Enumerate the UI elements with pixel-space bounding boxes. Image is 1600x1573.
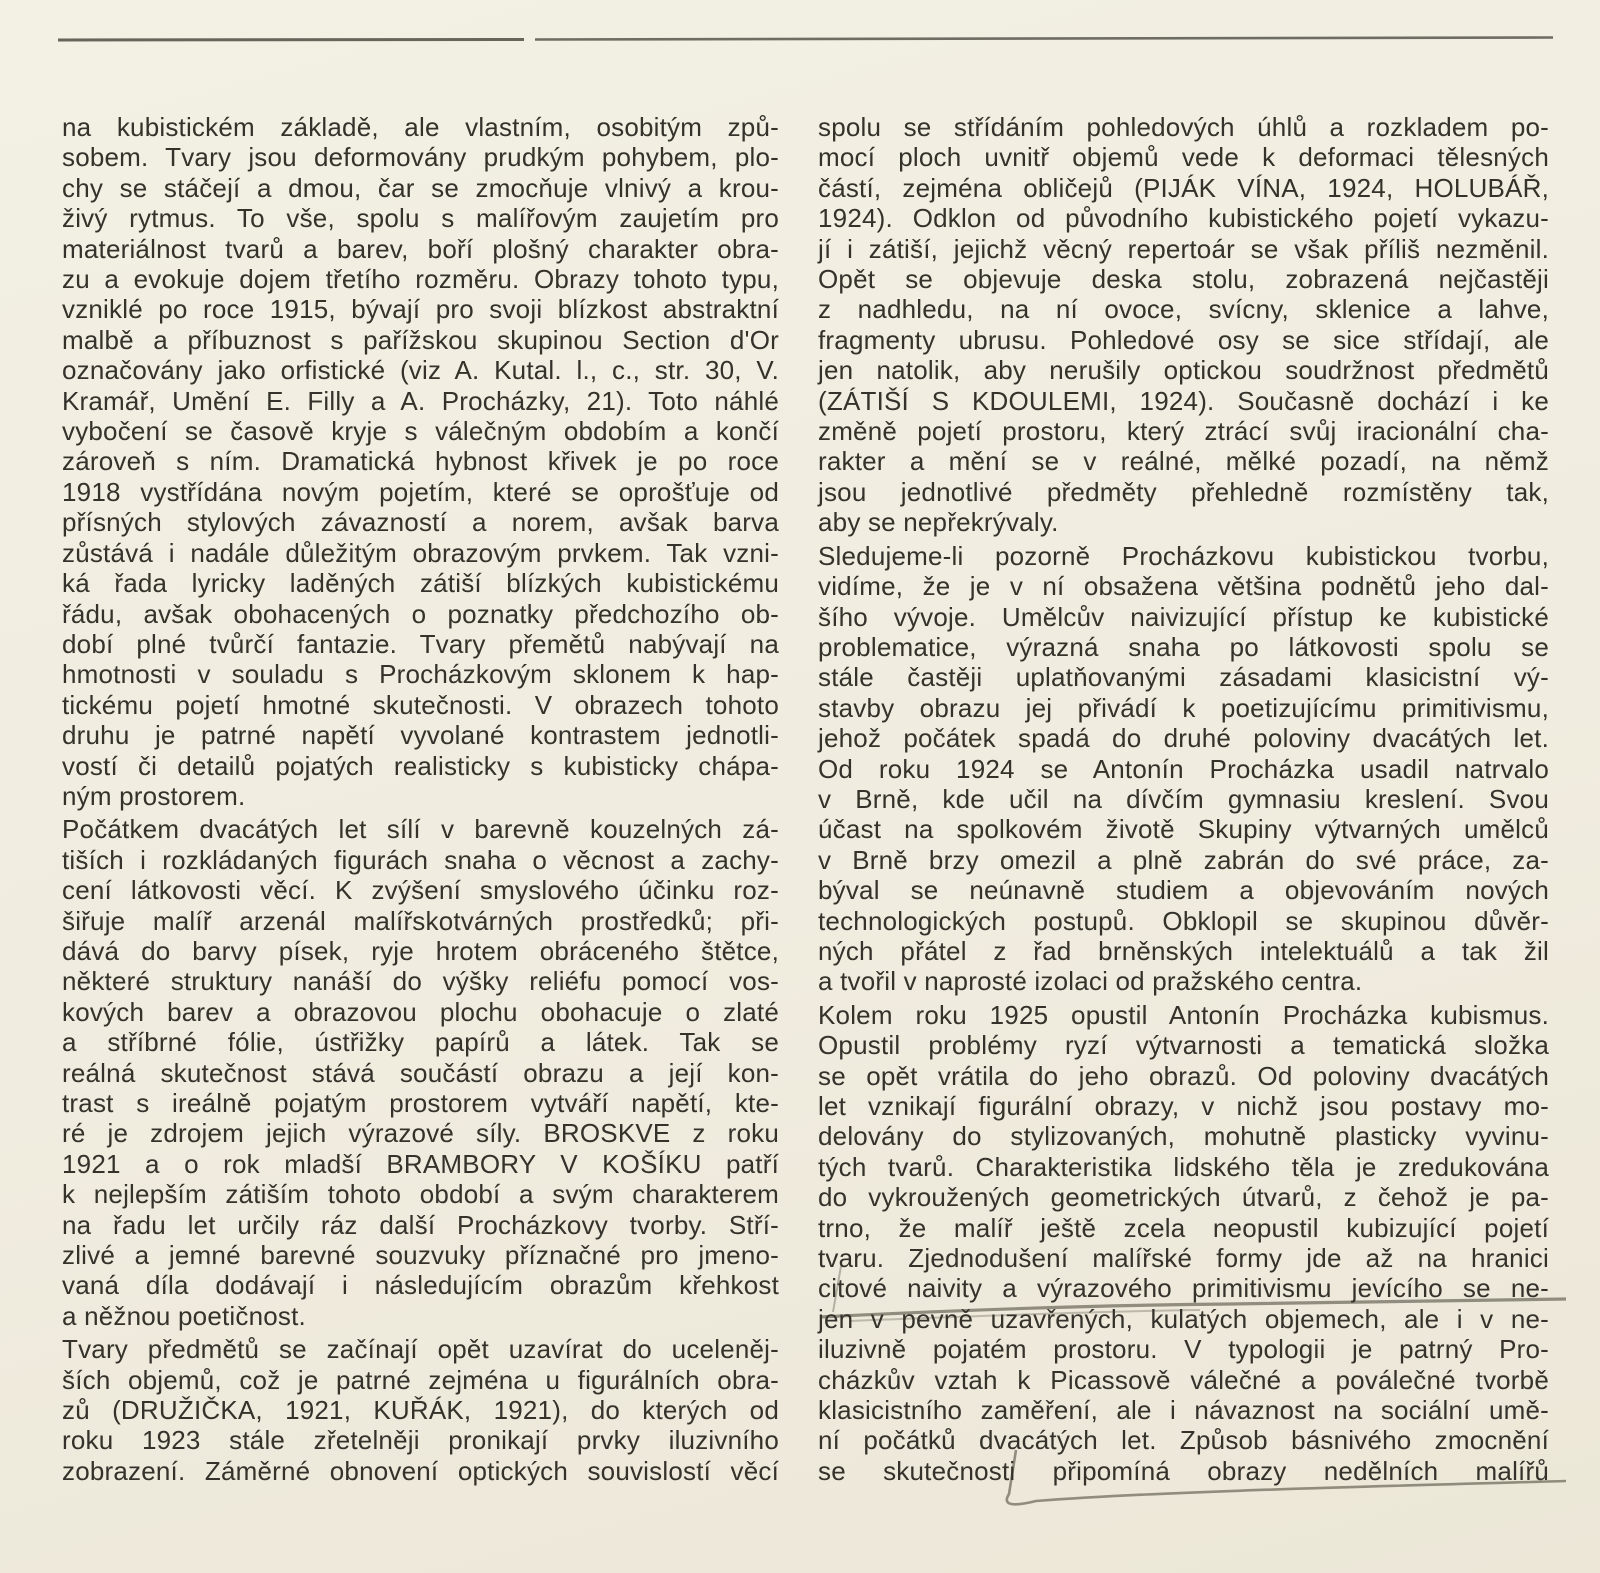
text-line: tickému pojetí hmotné skutečnosti. V obrazech tohoto xyxy=(62,689,779,720)
text-line: stavby obrazu jej přivádí k poetizujícímu primitivismu, xyxy=(818,692,1549,723)
paragraph xyxy=(62,814,779,1331)
text-line: 1924). Odklon od původního kubistického pojetí vykazu- xyxy=(818,203,1549,234)
text-line: druhu je patrné napětí vyvolané kontrastem jednotli- xyxy=(62,720,779,751)
text-line: ré je zdrojem jejich výrazové síly. BROSKVE z roku xyxy=(62,1118,779,1149)
text-line: iluzivně pojatém prostoru. V typologii je patrný Pro- xyxy=(818,1334,1549,1365)
text-line: sobem. Tvary jsou deformovány prudkým pohybem, plo- xyxy=(62,142,779,173)
text-line: přísných stylových závazností a norem, avšak barva xyxy=(62,507,779,538)
text-line: jehož počátek spadá do druhé poloviny dvacátých let. xyxy=(818,723,1549,754)
text-line: se opět vrátila do jeho obrazů. Od poloviny dvacátých xyxy=(818,1060,1549,1091)
top-rule-right-segment xyxy=(535,38,1553,40)
text-line: vostí či detailů pojatých realisticky s kubisticky chápa- xyxy=(62,750,779,781)
text-line: a tvořil v naprosté izolaci od pražského centra. xyxy=(818,966,1363,997)
text-line: vidíme, že je v ní obsažena většina podnětů jeho dal- xyxy=(818,571,1549,602)
text-line: zobrazení. Záměrné obnovení optických souvislostí věcí xyxy=(62,1455,779,1486)
text-line: zlivé a jemné barevné souzvuky příznačné pro jmeno- xyxy=(62,1240,779,1271)
text-columns xyxy=(62,112,1549,1486)
text-line: se skutečnosti připomíná obrazy nedělních malířů xyxy=(818,1455,1549,1486)
top-rule-left-segment xyxy=(58,40,524,41)
text-line: zároveň s ním. Dramatická hybnost křivek je po roce xyxy=(62,446,779,477)
text-line: Tvary předmětů se začínají opět uzavírat do uceleněj- xyxy=(62,1334,779,1365)
text-line: Opustil problémy ryzí výtvarnosti a tematická složka xyxy=(818,1030,1549,1061)
text-line: částí, zejména obličejů (PIJÁK VÍNA, 1924, HOLUBÁŘ, xyxy=(818,172,1549,203)
text-line: tiších i rozkládaných figurách snaha o věcnost a zachy- xyxy=(62,844,779,875)
left-column xyxy=(62,112,779,1486)
paragraph xyxy=(818,1000,1549,1487)
text-line: (ZÁTIŠÍ S KDOULEMI, 1924). Současně dochází i ke xyxy=(818,385,1549,416)
text-line: na řadu let určily ráz další Procházkovy tvorby. Stří- xyxy=(62,1209,779,1240)
text-line: v Brně, kde učil na dívčím gymnasiu kreslení. Svou xyxy=(818,783,1549,814)
text-line: problematice, výrazná snaha po látkovosti spolu se xyxy=(818,631,1549,662)
text-line: delovány do stylizovaných, mohutně plasticky vyvinu- xyxy=(818,1121,1549,1152)
text-line: klasicistního zaměření, ale i návaznost na sociální umě- xyxy=(818,1395,1549,1426)
text-line: ní počátků dvacátých let. Způsob básnivého zmocnění xyxy=(818,1425,1549,1456)
text-line: některé struktury nanáší do výšky reliéfu pomocí vos- xyxy=(62,966,779,997)
text-line: dobí plné tvůrčí fantazie. Tvary přemětů nabývají na xyxy=(62,628,779,659)
text-line: býval se neúnavně studiem a objevováním nových xyxy=(818,875,1549,906)
text-line: živý rytmus. To vše, spolu s malířovým zaujetím pro xyxy=(62,203,779,234)
text-line: cházkův vztah k Picassově válečné a poválečné tvorbě xyxy=(818,1364,1549,1395)
paragraph xyxy=(818,541,1549,997)
text-line: šího vývoje. Umělcův naivizující přístup ke kubistické xyxy=(818,601,1549,632)
text-line: ká řada lyricky laděných zátiší blízkých kubistickému xyxy=(62,568,779,599)
right-column xyxy=(818,112,1549,1486)
text-line: aby se nepřekrývaly. xyxy=(818,507,1059,538)
text-line: na kubistickém základě, ale vlastním, osobitým způ- xyxy=(62,112,779,142)
text-line: chy se stáčejí a dmou, čar se zmocňuje vlnivý a krou- xyxy=(62,172,779,203)
text-line: vybočení se časově kryje s válečným obdobím a končí xyxy=(62,416,779,447)
text-line: materiálnost tvarů a barev, boří plošný charakter obra- xyxy=(62,233,779,264)
text-line: reálná skutečnost stává součástí obrazu a její kon- xyxy=(62,1057,779,1088)
text-line: Kramář, Umění E. Filly a A. Procházky, 21). Toto náhlé xyxy=(62,385,779,416)
text-line: trno, že malíř ještě zcela neopustil kubizující pojetí xyxy=(818,1212,1549,1243)
text-line: v Brně brzy omezil a plně zabrán do své práce, za- xyxy=(818,844,1549,875)
text-line: zu a evokuje dojem třetího rozměru. Obrazy tohoto typu, xyxy=(62,264,779,295)
text-line: do vykroužených geometrických útvarů, z čehož je pa- xyxy=(818,1182,1549,1213)
text-line: fragmenty ubrusu. Pohledové osy se sice střídají, ale xyxy=(818,324,1549,355)
text-line: Opět se objevuje deska stolu, zobrazená nejčastěji xyxy=(818,264,1549,295)
text-line: tvaru. Zjednodušení malířské formy jde až na hranici xyxy=(818,1243,1549,1274)
paragraph xyxy=(62,1334,779,1486)
text-line: Kolem roku 1925 opustil Antonín Procházka kubismus. xyxy=(818,999,1549,1030)
paragraph xyxy=(818,112,1549,538)
text-line: technologických postupů. Obklopil se skupinou důvěr- xyxy=(818,905,1549,936)
text-line: cení látkovosti věcí. K zvýšení smyslového účinku roz- xyxy=(62,875,779,906)
text-line: ných přátel z řad brněnských intelektuálů a tak žil xyxy=(818,935,1549,966)
text-line: Od roku 1924 se Antonín Procházka usadil natrvalo xyxy=(818,753,1549,784)
text-line: ným prostorem. xyxy=(62,780,246,811)
text-line: a něžnou poetičnost. xyxy=(62,1300,306,1331)
text-line: účast na spolkovém životě Skupiny výtvarných umělců xyxy=(818,814,1549,845)
text-line: vaná díla dodávají i následujícím obrazům křehkost xyxy=(62,1270,779,1301)
text-line: trast s ireálně pojatým prostorem vytváří napětí, kte- xyxy=(62,1088,779,1118)
text-line: z nadhledu, na ní ovoce, svícny, sklenice a lahve, xyxy=(818,294,1549,325)
text-line: šiřuje malíř arzenál malířskotvárných prostředků; při- xyxy=(62,905,779,936)
text-line: jen v pevně uzavřených, kulatých objemech, ale i v ne- xyxy=(818,1303,1549,1334)
text-line: let vznikají figurální obrazy, v nichž jsou postavy mo- xyxy=(818,1091,1549,1121)
text-line: spolu se střídáním pohledových úhlů a rozkladem po- xyxy=(818,112,1549,142)
text-line: jí i zátiší, jejichž věcný repertoár se však příliš nezměnil. xyxy=(818,233,1549,264)
text-line: změně pojetí prostoru, který ztrácí svůj iracionální cha- xyxy=(818,416,1549,447)
text-line: stále častěji uplatňovanými zásadami klasicistní vý- xyxy=(818,662,1549,693)
text-line: vzniklé po roce 1915, bývají pro svoji blízkost abstraktní xyxy=(62,294,779,325)
text-line: rakter a mění se v reálné, mělké pozadí, na němž xyxy=(818,446,1549,477)
paragraph xyxy=(62,112,779,811)
text-line: 1918 vystřídána novým pojetím, které se oprošťuje od xyxy=(62,476,779,507)
text-line: a stříbrné fólie, ústřižky papírů a látek. Tak se xyxy=(62,1027,779,1058)
text-line: zůstává i nadále důležitým obrazovým prvkem. Tak vzni- xyxy=(62,537,779,568)
text-line: 1921 a o rok mladší BRAMBORY V KOŠÍKU patří xyxy=(62,1148,779,1179)
text-line: kových barev a obrazovou plochu obohacuje o zlaté xyxy=(62,996,779,1027)
text-line: Počátkem dvacátých let sílí v barevně kouzelných zá- xyxy=(62,814,779,845)
text-line: citové naivity a výrazového primitivismu jevícího se ne- xyxy=(818,1273,1549,1304)
text-line: označovány jako orfistické (viz A. Kutal. l., c., str. 30, V. xyxy=(62,355,779,386)
text-line: mocí ploch uvnitř objemů vede k deformaci tělesných xyxy=(818,142,1549,173)
text-line: Sledujeme-li pozorně Procházkovu kubistickou tvorbu, xyxy=(818,540,1549,571)
text-line: malbě a příbuznost s pařížskou skupinou Section d'Or xyxy=(62,324,779,355)
text-line: tých tvarů. Charakteristika lidského těla je zredukována xyxy=(818,1151,1549,1182)
text-line: jen natolik, aby nerušily optickou soudržnost předmětů xyxy=(818,355,1549,386)
text-line: jsou jednotlivé předměty přehledně rozmístěny tak, xyxy=(818,476,1549,507)
text-line: dává do barvy písek, ryje hrotem obráceného štětce, xyxy=(62,935,779,966)
text-line: ších objemů, což je patrné zejména u figurálních obra- xyxy=(62,1364,779,1395)
text-line: zů (DRUŽIČKA, 1921, KUŘÁK, 1921), do kterých od xyxy=(62,1395,779,1426)
text-line: řádu, avšak obohacených o poznatky předchozího ob- xyxy=(62,598,779,629)
text-line: k nejlepším zátiším tohoto období a svým charakterem xyxy=(62,1179,779,1210)
text-line: hmotnosti v souladu s Procházkovým sklonem k hap- xyxy=(62,659,779,690)
text-line: roku 1923 stále zřetelněji pronikají prvky iluzivního xyxy=(62,1425,779,1456)
